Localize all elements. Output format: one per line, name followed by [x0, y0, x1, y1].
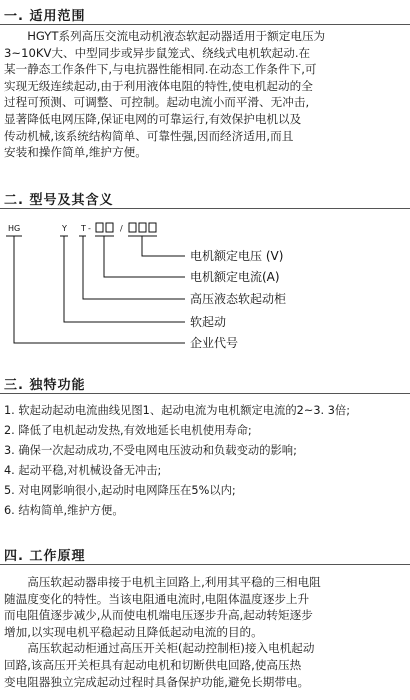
section-1-title: 一. 适用范围	[4, 9, 86, 24]
code-box	[129, 223, 136, 232]
leader-company	[14, 236, 185, 343]
label-soft-start: 软起动	[190, 315, 227, 329]
label-voltage: 电机额定电压 (V)	[190, 249, 284, 263]
code-dash: -	[88, 224, 91, 233]
model-code-diagram	[0, 214, 410, 354]
section-3-rule	[0, 393, 410, 394]
section-2-rule	[0, 208, 410, 209]
feature-item: 2. 降低了电机起动发热,有效地延长电机使用寿命;	[4, 424, 252, 437]
feature-item: 3. 确保一次起动成功,不受电网电压波动和负载变动的影响;	[4, 444, 297, 457]
section-4-rule	[0, 564, 410, 565]
label-cabinet: 高压液态软起动柜	[190, 292, 287, 306]
leader-cabinet	[83, 236, 185, 299]
code-slash: /	[120, 224, 123, 233]
section-2-title: 二. 型号及其含义	[4, 193, 114, 208]
code-box	[106, 223, 113, 232]
label-company: 企业代号	[190, 336, 239, 350]
code-y: Y	[62, 224, 67, 233]
section-1-body: HGYT系列高压交流电动机液态软起动器适用于额定电压为 3~10KV大、中型同步或异步鼠笼式、绕线式电机软起动.在 某一静态工作条件下,与电抗器性能相同.在动态工作条件下,可 实现无级连续起动,由于利用液体电阻的特性,使电机起动的全 过程可预测、可调整、可控制。起动电流小而平滑、无冲击, 显著降低电网压降,保证电网的可靠运行,有效保护电机以及 传动机械,该系统结构简单、可靠性强,因而经济适用,而且 安装和操作简单,维护方便。	[4, 29, 326, 160]
leader-voltage	[142, 236, 185, 256]
feature-item: 5. 对电网影响很小,起动时电网降压在5%以内;	[4, 484, 236, 497]
code-box	[96, 223, 103, 232]
section-3-title: 三. 独特功能	[4, 378, 86, 393]
code-box	[149, 223, 156, 232]
label-current: 电机额定电流(A)	[190, 270, 280, 284]
code-hg: HG	[8, 224, 21, 233]
feature-item: 4. 起动平稳,对机械设备无冲击;	[4, 464, 162, 477]
code-box	[139, 223, 146, 232]
code-t: T	[81, 224, 86, 233]
feature-item: 6. 结构简单,维护方便。	[4, 504, 124, 517]
leader-soft-start	[64, 236, 185, 322]
feature-item: 1. 软起动起动电流曲线见图1、起动电流为电机额定电流的2~3. 3倍;	[4, 404, 350, 417]
section-4-body: 高压软起动器串接于电机主回路上,利用其平稳的三相电阻 随温度变化的特性。当该电阻通电流时,电阻体温度逐步上升 而电阻值逐步减少,从而使电机端电压逐步升高,起动转矩逐步 增加,以实现电机平稳起动且降低起动电流的目的。 高压软起动柜通过高压开关柜(起动控制柜)接入电机起动 回路,该高压开关柜具有起动电机和切断供电回路,使高压热 变电阻器独立完成起动过程时具备保护功能,避免长期带电。	[4, 575, 321, 689]
section-1-rule	[0, 24, 410, 25]
section-4-title: 四. 工作原理	[4, 549, 86, 564]
